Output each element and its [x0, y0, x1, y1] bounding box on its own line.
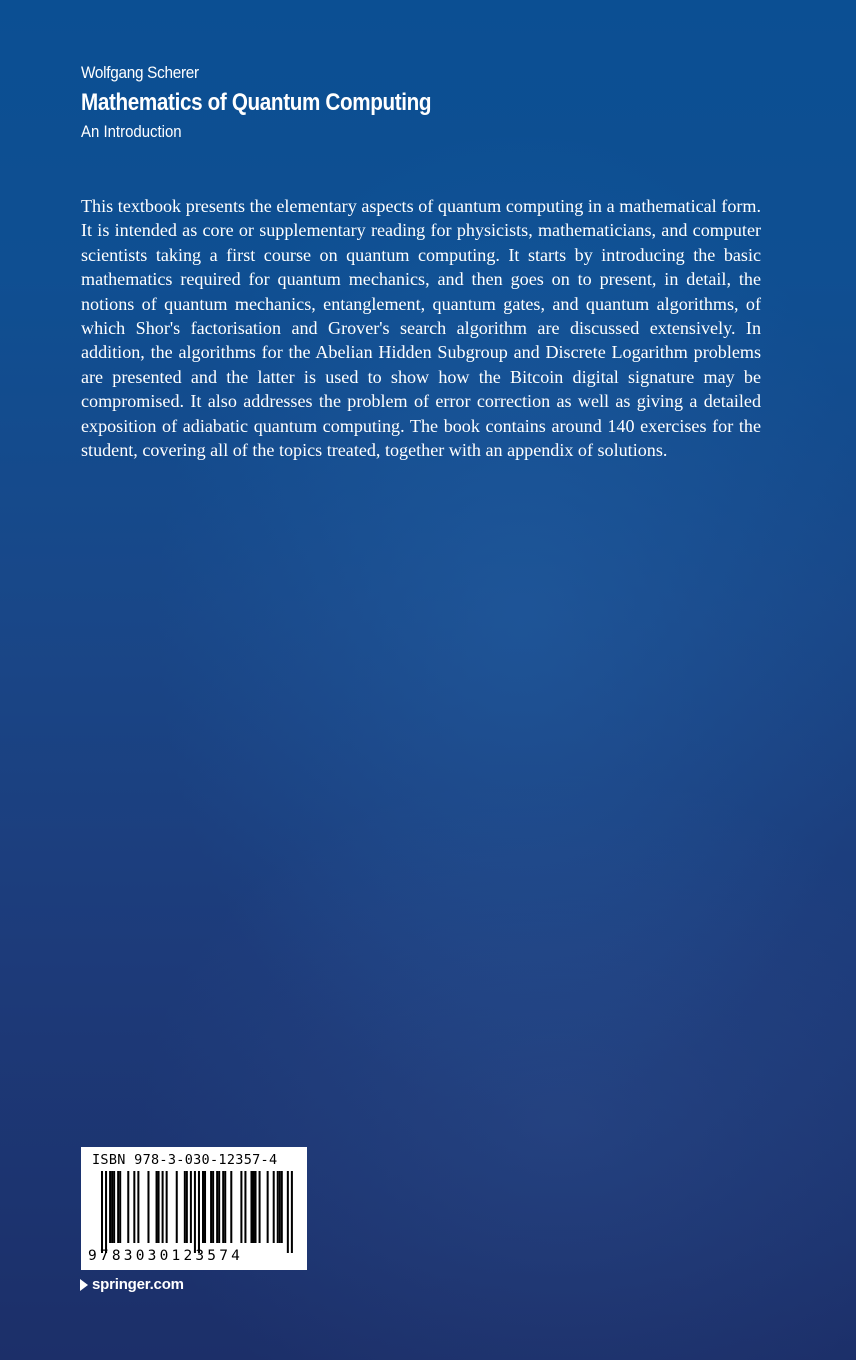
barcode-bar — [186, 1171, 188, 1243]
barcode-bar — [255, 1171, 257, 1243]
barcode-bar — [176, 1171, 178, 1243]
barcode-bar — [202, 1171, 204, 1243]
barcode-bars — [89, 1171, 299, 1257]
barcode-bar — [230, 1171, 232, 1243]
barcode-bar — [222, 1171, 224, 1243]
barcode-bar — [281, 1171, 283, 1243]
book-description: This textbook presents the elementary aspects of quantum computing in a mathematical form. It is intended as core or supplementary reading for physicists, mathematicians, and computer scientists taking a first course on quantum computing. It starts by introducing the basic mathematics required for quantum mechanics, and then goes on to present, in detail, the notions of quantum mechanics, entanglement, quantum gates, and quantum algorithms, of which Shor's factorisation and Grover's search algorithm are discussed extensively. In addition, the algorithms for the Abelian Hidden Subgroup and Discrete Logarithm problems are presented and the latter is used to show how the Bitcoin digital signature may be compromised. It also addresses the problem of error correction as well as giving a detailed exposition of adiabatic quantum computing. The book contains around 140 exercises for the student, covering all of the topics treated, together with an appendix of solutions. — [81, 196, 761, 461]
barcode-bar — [117, 1171, 119, 1243]
barcode-bar — [204, 1171, 206, 1243]
barcode-guard-bar — [101, 1171, 103, 1253]
barcode-guard-bar — [287, 1171, 289, 1253]
barcode-bar — [190, 1171, 192, 1243]
isbn-barcode — [81, 1147, 307, 1270]
barcode-bar — [119, 1171, 121, 1243]
book-header — [81, 62, 488, 143]
barcode-guard-bar — [194, 1171, 196, 1253]
barcode-bar — [253, 1171, 255, 1243]
barcode-bar — [184, 1171, 186, 1243]
barcode-bar — [133, 1171, 135, 1243]
barcode-bar — [127, 1171, 129, 1243]
barcode-guard-bar — [105, 1171, 107, 1253]
publisher-link[interactable] — [80, 1276, 184, 1293]
barcode-bar — [259, 1171, 261, 1243]
book-title: Mathematics of Quantum Computing — [81, 89, 432, 116]
ean-digits: 9783030123574 — [88, 1248, 244, 1264]
publisher-url: springer.com — [92, 1276, 184, 1293]
barcode-bar — [250, 1171, 252, 1243]
barcode-bar — [162, 1171, 164, 1243]
barcode-bar — [147, 1171, 149, 1243]
book-subtitle: An Introduction — [81, 122, 182, 141]
barcode-bar — [210, 1171, 212, 1243]
barcode-bar — [216, 1171, 218, 1243]
barcode-bar — [224, 1171, 226, 1243]
barcode-bar — [156, 1171, 158, 1243]
barcode-bar — [166, 1171, 168, 1243]
barcode-bar — [158, 1171, 160, 1243]
barcode-guard-bar — [291, 1171, 293, 1253]
arrow-right-icon — [80, 1279, 88, 1291]
barcode-bar — [111, 1171, 113, 1243]
barcode-bar — [277, 1171, 279, 1243]
barcode-bar — [218, 1171, 220, 1243]
author-name: Wolfgang Scherer — [81, 63, 199, 82]
barcode-bar — [273, 1171, 275, 1243]
barcode-bar — [240, 1171, 242, 1243]
barcode-bar — [267, 1171, 269, 1243]
barcode-guard-bar — [198, 1171, 200, 1253]
barcode-bar — [212, 1171, 214, 1243]
barcode-bar — [137, 1171, 139, 1243]
barcode-bar — [113, 1171, 115, 1243]
barcode-bar — [244, 1171, 246, 1243]
isbn-label: ISBN 978-3-030-12357-4 — [92, 1152, 278, 1168]
barcode-bar — [109, 1171, 111, 1243]
barcode-bar — [279, 1171, 281, 1243]
